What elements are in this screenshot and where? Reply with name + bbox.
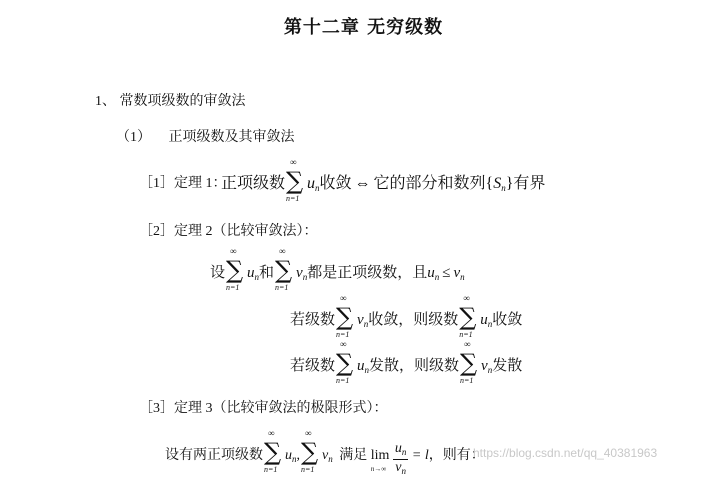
theorem2-label: ［2］定理 2（比较审敛法）： bbox=[139, 224, 318, 239]
term-u: u bbox=[307, 175, 316, 192]
subsection-number: （1） bbox=[116, 130, 151, 145]
theorem1-text-a: 正项级数 bbox=[221, 175, 286, 192]
summation-symbol: ∑ ∞ n=1 bbox=[226, 246, 244, 292]
theorem1-text-d: }有界 bbox=[505, 175, 546, 192]
theorem2-line3-a: 若级数 bbox=[290, 358, 336, 374]
chapter-title: 第十二章 无穷级数 bbox=[283, 17, 444, 38]
theorem3-text-c: ，则有： bbox=[428, 448, 485, 463]
summation-symbol: ∑ ∞ n=1 bbox=[460, 339, 478, 385]
limit-operator: lim n→∞ bbox=[370, 448, 390, 473]
theorem2-line3-b: 发散，则级数 bbox=[369, 358, 460, 374]
leq-symbol: ≤ bbox=[442, 265, 451, 281]
theorem1-label: ［1］定理 1： bbox=[139, 176, 227, 191]
summation-symbol: ∑ ∞ n=1 bbox=[336, 339, 354, 385]
theorem3-statement: 设有两正项级数 ∑ ∞ n=1 $u_n$, ∑ ∞ n=1 $v_n$ 满足 lim n→∞ $\frac{u_n}{v_n}$ = l，则有： bbox=[165, 441, 485, 479]
summation-symbol: ∑ ∞ n=1 bbox=[336, 293, 354, 339]
summation-symbol: ∑ ∞ n=1 bbox=[275, 246, 293, 292]
theorem1-text-c: 它的部分和数列{ bbox=[373, 175, 494, 192]
theorem3-label: ［3］定理 3（比较审敛法的极限形式）： bbox=[139, 401, 388, 416]
summation-symbol: ∑ ∞ n=1 bbox=[264, 428, 282, 474]
summation-symbol: ∑ ∞ n=1 bbox=[301, 428, 319, 474]
theorem2-line1-c: 都是正项级数，且 bbox=[307, 265, 428, 281]
subsection-label: 正项级数及其审敛法 bbox=[168, 130, 295, 145]
ratio-fraction: $\frac{u_n}{v_n}$ bbox=[394, 441, 407, 476]
theorem1-text-b: 收敛 bbox=[319, 175, 352, 192]
theorem2-line3-c: 发散 bbox=[492, 358, 523, 374]
theorem2-line1-b: 和 bbox=[259, 265, 275, 281]
summation-symbol: ∑ ∞ n=1 bbox=[286, 157, 304, 203]
theorem2-line2-b: 收敛，则级数 bbox=[368, 312, 459, 328]
theorem2-line1: 设 ∑ ∞ n=1 $u_n$和 ∑ ∞ n=1 $v_n$都是正项级数，且$u_n \le v_n$ bbox=[210, 246, 465, 292]
theorem2-line1-a: 设 bbox=[210, 265, 226, 281]
theorem2-line2-c: 收敛 bbox=[492, 312, 523, 328]
limit-value: = l bbox=[411, 448, 429, 463]
theorem2-line2: 若级数 ∑ ∞ n=1 $v_n$收敛，则级数 ∑ ∞ n=1 $u_n$收敛 bbox=[290, 293, 523, 339]
theorem3-text-b: 满足 bbox=[339, 448, 368, 463]
section-heading: 1、 常数项级数的审敛法 bbox=[95, 94, 246, 109]
theorem3-text-a: 设有两正项级数 bbox=[165, 448, 263, 463]
subsection-heading bbox=[116, 126, 295, 146]
watermark-url: https://blog.csdn.net/qq_40381963 bbox=[473, 446, 658, 460]
theorem2-line2-a: 若级数 bbox=[290, 312, 336, 328]
iff-symbol: ⇔ bbox=[354, 175, 371, 192]
theorem2-line3: 若级数 ∑ ∞ n=1 $u_n$发散，则级数 ∑ ∞ n=1 $v_n$发散 bbox=[290, 339, 523, 385]
term-S: S bbox=[493, 175, 502, 192]
summation-symbol: ∑ ∞ n=1 bbox=[459, 293, 477, 339]
theorem1-statement: 正项级数 ∑ ∞ n=1 $u_n$收敛 ⇔ 它的部分和数列$\{S_n\}$有界 bbox=[221, 157, 546, 203]
